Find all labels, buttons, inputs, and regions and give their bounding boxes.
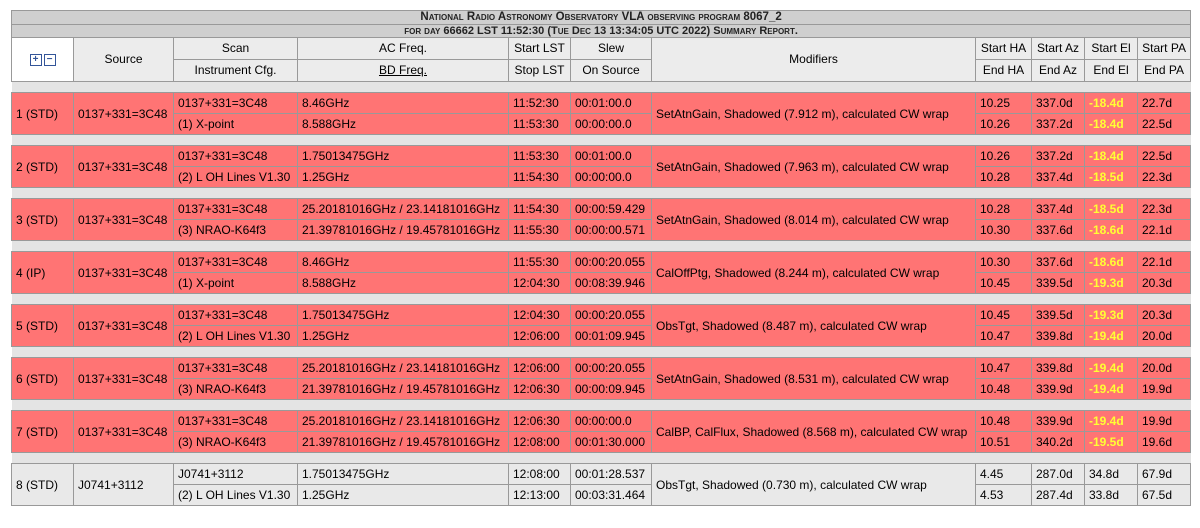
source-name: 0137+331=3C48 <box>74 199 174 241</box>
start-az: 339.9d <box>1032 411 1085 432</box>
scan-name: 0137+331=3C48 <box>174 252 298 273</box>
scan-id: 2 (STD) <box>12 146 74 188</box>
instrument-cfg: (2) L OH Lines V1.30 <box>174 326 298 347</box>
slew-time: 00:01:00.0 <box>571 146 652 167</box>
on-source-time: 00:03:31.464 <box>571 485 652 506</box>
row-spacer <box>12 294 1191 305</box>
header-ac-freq: AC Freq. <box>298 38 509 60</box>
end-ha: 10.48 <box>976 379 1032 400</box>
on-source-time: 00:00:09.945 <box>571 379 652 400</box>
scan-name: 0137+331=3C48 <box>174 146 298 167</box>
start-el: -18.5d <box>1085 199 1138 220</box>
expand-collapse-controls <box>12 38 74 82</box>
end-pa: 22.1d <box>1138 220 1191 241</box>
on-source-time: 00:08:39.946 <box>571 273 652 294</box>
stop-lst: 11:55:30 <box>509 220 571 241</box>
end-az: 337.6d <box>1032 220 1085 241</box>
end-el: -19.5d <box>1085 432 1138 453</box>
end-pa: 67.5d <box>1138 485 1191 506</box>
scan-row-line1[interactable] <box>12 93 1191 114</box>
start-ha: 10.25 <box>976 93 1032 114</box>
start-pa: 22.5d <box>1138 146 1191 167</box>
end-ha: 10.51 <box>976 432 1032 453</box>
start-el: -19.4d <box>1085 411 1138 432</box>
header-end-pa: End PA <box>1138 60 1191 82</box>
start-pa: 19.9d <box>1138 411 1191 432</box>
ac-freq: 25.20181016GHz / 23.14181016GHz <box>298 199 509 220</box>
scan-id: 3 (STD) <box>12 199 74 241</box>
row-spacer <box>12 400 1191 411</box>
modifiers: ObsTgt, Shadowed (8.487 m), calculated CW wrap <box>652 305 976 347</box>
scan-id: 1 (STD) <box>12 93 74 135</box>
header-end-el: End El <box>1085 60 1138 82</box>
end-el: -18.5d <box>1085 167 1138 188</box>
instrument-cfg: (3) NRAO-K64f3 <box>174 432 298 453</box>
header-start-lst: Start LST <box>509 38 571 60</box>
start-lst: 11:53:30 <box>509 146 571 167</box>
slew-time: 00:00:20.055 <box>571 252 652 273</box>
end-pa: 22.3d <box>1138 167 1191 188</box>
start-pa: 20.0d <box>1138 358 1191 379</box>
stop-lst: 11:54:30 <box>509 167 571 188</box>
start-ha: 10.28 <box>976 199 1032 220</box>
stop-lst: 12:13:00 <box>509 485 571 506</box>
scan-row-line1[interactable] <box>12 464 1191 485</box>
scan-row-line1[interactable] <box>12 305 1191 326</box>
end-az: 287.4d <box>1032 485 1085 506</box>
header-stop-lst: Stop LST <box>509 60 571 82</box>
header-end-az: End Az <box>1032 60 1085 82</box>
start-el: -18.4d <box>1085 93 1138 114</box>
start-ha: 4.45 <box>976 464 1032 485</box>
header-modifiers: Modifiers <box>652 38 976 82</box>
end-az: 339.9d <box>1032 379 1085 400</box>
scan-name: 0137+331=3C48 <box>174 199 298 220</box>
header-on-source: On Source <box>571 60 652 82</box>
start-lst: 12:04:30 <box>509 305 571 326</box>
row-spacer <box>12 82 1191 93</box>
start-pa: 22.7d <box>1138 93 1191 114</box>
bd-freq: 1.25GHz <box>298 485 509 506</box>
scan-row-line2[interactable] <box>12 114 1191 135</box>
start-lst: 12:08:00 <box>509 464 571 485</box>
start-ha: 10.30 <box>976 252 1032 273</box>
end-pa: 19.6d <box>1138 432 1191 453</box>
summary-report <box>11 10 1190 506</box>
instrument-cfg: (1) X-point <box>174 114 298 135</box>
end-ha: 10.45 <box>976 273 1032 294</box>
end-ha: 10.28 <box>976 167 1032 188</box>
row-spacer <box>12 135 1191 146</box>
modifiers: SetAtnGain, Shadowed (7.912 m), calculated CW wrap <box>652 93 976 135</box>
header-start-pa: Start PA <box>1138 38 1191 60</box>
end-el: -18.4d <box>1085 114 1138 135</box>
on-source-time: 00:00:00.0 <box>571 167 652 188</box>
scan-name: 0137+331=3C48 <box>174 93 298 114</box>
scan-row-line1[interactable] <box>12 411 1191 432</box>
end-el: -19.3d <box>1085 273 1138 294</box>
bd-freq: 8.588GHz <box>298 273 509 294</box>
start-el: -19.4d <box>1085 358 1138 379</box>
end-ha: 4.53 <box>976 485 1032 506</box>
header-end-ha: End HA <box>976 60 1032 82</box>
start-pa: 22.3d <box>1138 199 1191 220</box>
header-bd-freq[interactable] <box>298 60 509 82</box>
end-ha: 10.26 <box>976 114 1032 135</box>
bd-freq: 8.588GHz <box>298 114 509 135</box>
modifiers: SetAtnGain, Shadowed (8.531 m), calculated CW wrap <box>652 358 976 400</box>
ac-freq: 8.46GHz <box>298 93 509 114</box>
source-name: 0137+331=3C48 <box>74 146 174 188</box>
slew-time: 00:00:20.055 <box>571 358 652 379</box>
scan-id: 6 (STD) <box>12 358 74 400</box>
scan-row-line1[interactable] <box>12 252 1191 273</box>
on-source-time: 00:01:09.945 <box>571 326 652 347</box>
instrument-cfg: (3) NRAO-K64f3 <box>174 379 298 400</box>
start-az: 287.0d <box>1032 464 1085 485</box>
header-start-ha: Start HA <box>976 38 1032 60</box>
scan-id: 5 (STD) <box>12 305 74 347</box>
ac-freq: 1.75013475GHz <box>298 146 509 167</box>
summary-table <box>11 10 1191 506</box>
scan-id: 7 (STD) <box>12 411 74 453</box>
row-spacer <box>12 453 1191 464</box>
scan-row-line1[interactable] <box>12 199 1191 220</box>
end-el: 33.8d <box>1085 485 1138 506</box>
bd-freq: 21.39781016GHz / 19.45781016GHz <box>298 379 509 400</box>
start-el: 34.8d <box>1085 464 1138 485</box>
source-name: 0137+331=3C48 <box>74 358 174 400</box>
start-el: -18.6d <box>1085 252 1138 273</box>
bd-freq: 1.25GHz <box>298 167 509 188</box>
ac-freq: 25.20181016GHz / 23.14181016GHz <box>298 358 509 379</box>
ac-freq: 1.75013475GHz <box>298 305 509 326</box>
scan-row-line1[interactable] <box>12 146 1191 167</box>
start-pa: 20.3d <box>1138 305 1191 326</box>
slew-time: 00:00:00.0 <box>571 411 652 432</box>
instrument-cfg: (3) NRAO-K64f3 <box>174 220 298 241</box>
scan-name: 0137+331=3C48 <box>174 411 298 432</box>
scan-row-line2[interactable] <box>12 485 1191 506</box>
source-name: 0137+331=3C48 <box>74 411 174 453</box>
modifiers: SetAtnGain, Shadowed (7.963 m), calculated CW wrap <box>652 146 976 188</box>
scan-name: J0741+3112 <box>174 464 298 485</box>
start-lst: 12:06:30 <box>509 411 571 432</box>
start-ha: 10.48 <box>976 411 1032 432</box>
end-el: -19.4d <box>1085 379 1138 400</box>
bd-freq-sort-link[interactable]: BD Freq. <box>378 63 427 77</box>
stop-lst: 12:08:00 <box>509 432 571 453</box>
start-ha: 10.47 <box>976 358 1032 379</box>
end-ha: 10.30 <box>976 220 1032 241</box>
header-start-el: Start El <box>1085 38 1138 60</box>
end-az: 339.5d <box>1032 273 1085 294</box>
on-source-time: 00:01:30.000 <box>571 432 652 453</box>
start-ha: 10.26 <box>976 146 1032 167</box>
scan-row-line2[interactable] <box>12 379 1191 400</box>
end-pa: 22.5d <box>1138 114 1191 135</box>
modifiers: CalOffPtg, Shadowed (8.244 m), calculated CW wrap <box>652 252 976 294</box>
scan-row-line1[interactable] <box>12 358 1191 379</box>
scan-row-line2[interactable] <box>12 220 1191 241</box>
bd-freq: 21.39781016GHz / 19.45781016GHz <box>298 220 509 241</box>
header-slew: Slew <box>571 38 652 60</box>
header-scan: Scan <box>174 38 298 60</box>
start-az: 339.5d <box>1032 305 1085 326</box>
collapse-all-icon[interactable]: − <box>44 54 56 66</box>
end-pa: 20.3d <box>1138 273 1191 294</box>
end-az: 340.2d <box>1032 432 1085 453</box>
end-el: -19.4d <box>1085 326 1138 347</box>
scan-id: 8 (STD) <box>12 464 74 506</box>
row-spacer <box>12 347 1191 358</box>
end-ha: 10.47 <box>976 326 1032 347</box>
instrument-cfg: (1) X-point <box>174 273 298 294</box>
on-source-time: 00:00:00.571 <box>571 220 652 241</box>
end-az: 337.4d <box>1032 167 1085 188</box>
instrument-cfg: (2) L OH Lines V1.30 <box>174 167 298 188</box>
ac-freq: 25.20181016GHz / 23.14181016GHz <box>298 411 509 432</box>
ac-freq: 8.46GHz <box>298 252 509 273</box>
page-subtitle: for day 66662 LST 11:52:30 (Tue Dec 13 13:34:05 UTC 2022) Summary Report. <box>12 25 1191 38</box>
end-pa: 20.0d <box>1138 326 1191 347</box>
start-lst: 11:52:30 <box>509 93 571 114</box>
header-source: Source <box>74 38 174 82</box>
scan-rows <box>12 82 1191 506</box>
scan-name: 0137+331=3C48 <box>174 358 298 379</box>
end-az: 339.8d <box>1032 326 1085 347</box>
header-start-az: Start Az <box>1032 38 1085 60</box>
row-spacer <box>12 188 1191 199</box>
expand-all-icon[interactable]: + <box>30 54 42 66</box>
scan-row-line2[interactable] <box>12 432 1191 453</box>
slew-time: 00:00:59.429 <box>571 199 652 220</box>
start-lst: 11:54:30 <box>509 199 571 220</box>
modifiers: ObsTgt, Shadowed (0.730 m), calculated CW wrap <box>652 464 976 506</box>
start-az: 337.6d <box>1032 252 1085 273</box>
start-ha: 10.45 <box>976 305 1032 326</box>
modifiers: SetAtnGain, Shadowed (8.014 m), calculated CW wrap <box>652 199 976 241</box>
start-az: 337.4d <box>1032 199 1085 220</box>
scan-id: 4 (IP) <box>12 252 74 294</box>
on-source-time: 00:00:00.0 <box>571 114 652 135</box>
source-name: 0137+331=3C48 <box>74 252 174 294</box>
bd-freq: 21.39781016GHz / 19.45781016GHz <box>298 432 509 453</box>
end-el: -18.6d <box>1085 220 1138 241</box>
slew-time: 00:01:00.0 <box>571 93 652 114</box>
start-az: 339.8d <box>1032 358 1085 379</box>
instrument-cfg: (2) L OH Lines V1.30 <box>174 485 298 506</box>
page-title: National Radio Astronomy Observatory VLA observing program 8067_2 <box>12 11 1191 25</box>
stop-lst: 12:04:30 <box>509 273 571 294</box>
source-name: 0137+331=3C48 <box>74 93 174 135</box>
start-pa: 67.9d <box>1138 464 1191 485</box>
scan-row-line2[interactable] <box>12 326 1191 347</box>
bd-freq: 1.25GHz <box>298 326 509 347</box>
scan-row-line2[interactable] <box>12 273 1191 294</box>
start-pa: 22.1d <box>1138 252 1191 273</box>
scan-name: 0137+331=3C48 <box>174 305 298 326</box>
end-az: 337.2d <box>1032 114 1085 135</box>
row-spacer <box>12 241 1191 252</box>
scan-row-line2[interactable] <box>12 167 1191 188</box>
end-pa: 19.9d <box>1138 379 1191 400</box>
source-name: 0137+331=3C48 <box>74 305 174 347</box>
start-el: -18.4d <box>1085 146 1138 167</box>
start-lst: 11:55:30 <box>509 252 571 273</box>
start-lst: 12:06:00 <box>509 358 571 379</box>
stop-lst: 12:06:00 <box>509 326 571 347</box>
source-name: J0741+3112 <box>74 464 174 506</box>
ac-freq: 1.75013475GHz <box>298 464 509 485</box>
modifiers: CalBP, CalFlux, Shadowed (8.568 m), calculated CW wrap <box>652 411 976 453</box>
header-instrument-cfg: Instrument Cfg. <box>174 60 298 82</box>
stop-lst: 12:06:30 <box>509 379 571 400</box>
start-az: 337.0d <box>1032 93 1085 114</box>
slew-time: 00:00:20.055 <box>571 305 652 326</box>
slew-time: 00:01:28.537 <box>571 464 652 485</box>
start-el: -19.3d <box>1085 305 1138 326</box>
start-az: 337.2d <box>1032 146 1085 167</box>
stop-lst: 11:53:30 <box>509 114 571 135</box>
